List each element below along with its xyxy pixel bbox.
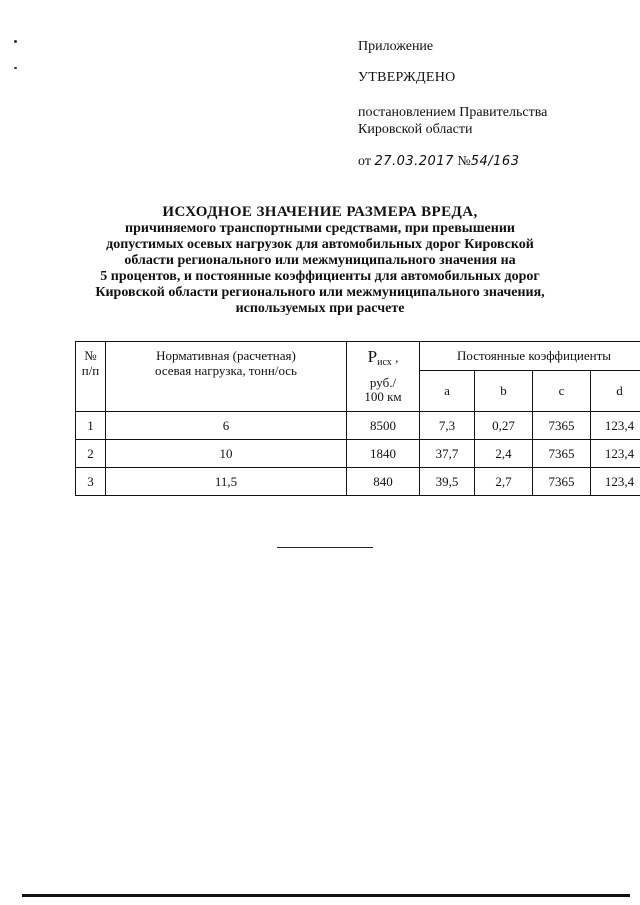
header-load-line2: осевая нагрузка, тонн/ось (155, 363, 297, 378)
approved-label: УТВЕРЖДЕНО (358, 70, 456, 85)
cell-c: 7365 (533, 412, 591, 440)
header-num-line1: № (84, 348, 97, 363)
header-p-unit2: 100 км (364, 388, 402, 404)
title-line: допустимых осевых нагрузок для автомобильных дорог Кировской (106, 237, 534, 252)
cell-a: 39,5 (420, 468, 475, 496)
title-line: 5 процентов, и постоянные коэффициенты для автомобильных дорог (100, 269, 540, 284)
table-header-row (76, 342, 640, 371)
decree-line: Кировской области (358, 122, 473, 137)
cell-p: 840 (347, 468, 420, 496)
table-row (76, 412, 640, 440)
cell-load: 10 (106, 440, 347, 468)
cell-d: 123,4 (591, 440, 640, 468)
title-line: Кировской области регионального или межмуниципального значения, (95, 285, 545, 300)
annex-label: Приложение (358, 39, 434, 54)
cell-b: 0,27 (475, 412, 533, 440)
cell-a: 37,7 (420, 440, 475, 468)
header-p-symbol (347, 346, 419, 370)
cell-c: 7365 (533, 440, 591, 468)
cell-load: 6 (106, 412, 347, 440)
header-coef-b: b (475, 371, 533, 412)
header-coef-d: d (591, 371, 640, 412)
title-line: области регионального или межмуниципального значения на (124, 253, 516, 268)
scan-speck (14, 67, 17, 69)
title-line: используемых при расчете (235, 301, 405, 316)
cell-a: 7,3 (420, 412, 475, 440)
cell-p: 8500 (347, 412, 420, 440)
decree-line: постановлением Правительства (358, 105, 548, 120)
date-prefix: от (358, 154, 371, 169)
p-symbol: P (367, 346, 378, 366)
table-row (76, 440, 640, 468)
handwritten-number: 54/163 (470, 154, 520, 169)
approval-block (358, 38, 618, 170)
handwritten-date: 27.03.2017 (374, 154, 454, 169)
cell-p: 1840 (347, 440, 420, 468)
scan-speck (14, 40, 17, 43)
header-p-unit1: руб./ (369, 374, 397, 390)
cell-d: 123,4 (591, 468, 640, 496)
table-row (76, 468, 640, 496)
cell-num: 2 (76, 440, 106, 468)
p-comma: , (395, 349, 399, 365)
title-line: причиняемого транспортными средствами, при превышении (125, 221, 515, 236)
document-title (60, 204, 580, 317)
header-coef-c: c (533, 371, 591, 412)
cell-c: 7365 (533, 468, 591, 496)
cell-load: 11,5 (106, 468, 347, 496)
title-heading: ИСХОДНОЕ ЗНАЧЕНИЕ РАЗМЕРА ВРЕДА, (162, 204, 478, 220)
cell-d: 123,4 (591, 412, 640, 440)
date-number-line (358, 153, 618, 170)
header-coef-a: a (420, 371, 475, 412)
header-load-line1: Нормативная (расчетная) (156, 348, 296, 363)
p-subscript: исх (377, 356, 392, 368)
header-p-base (347, 342, 420, 412)
cell-b: 2,7 (475, 468, 533, 496)
coefficients-table (75, 341, 640, 496)
end-separator-line (277, 547, 373, 548)
cell-num: 1 (76, 412, 106, 440)
cell-b: 2,4 (475, 440, 533, 468)
number-prefix: № (457, 154, 471, 169)
header-coef-group: Постоянные коэффициенты (420, 342, 640, 371)
header-load (106, 342, 347, 412)
header-num (76, 342, 106, 412)
header-num-line2: п/п (81, 363, 100, 378)
decree-text (358, 104, 618, 138)
cell-num: 3 (76, 468, 106, 496)
bottom-scan-edge (22, 894, 630, 897)
